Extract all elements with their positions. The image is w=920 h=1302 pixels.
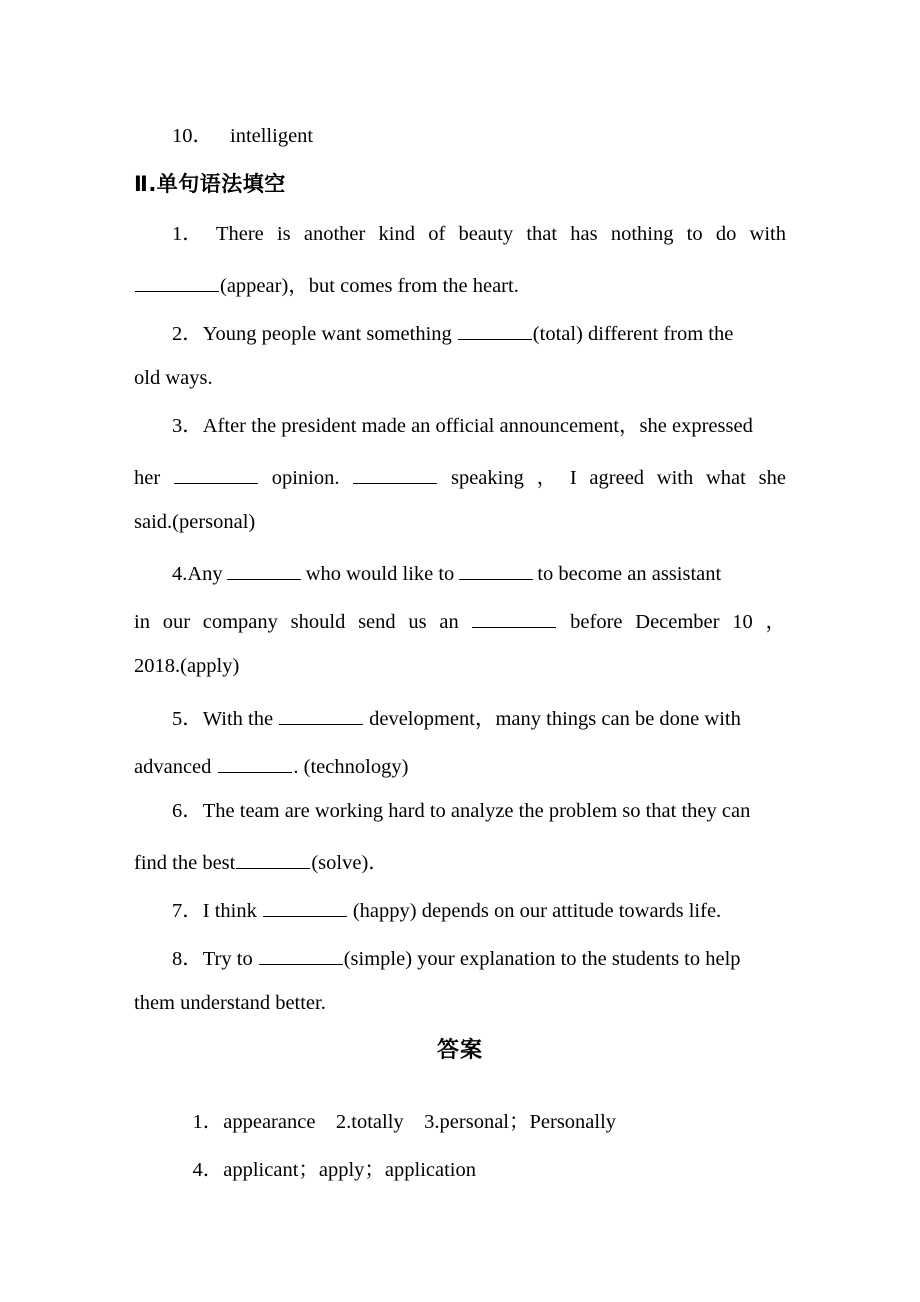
question-6-text-a: find the best: [134, 851, 236, 874]
question-4-number: 4.: [172, 562, 188, 585]
answer-blank-3-1[interactable]: [174, 464, 258, 484]
question-4-line-2: [134, 608, 786, 632]
question-3-line-2: [134, 464, 786, 488]
question-6-line-1: [134, 801, 786, 822]
question-8-number: 8．: [172, 947, 203, 970]
vocab-item-10-word: intelligent: [230, 125, 314, 147]
question-3-line-1-text: After the president made an official announcement，she expressed: [202, 415, 753, 437]
question-4-text-b: who would like to: [305, 562, 455, 585]
question-2-text-after: (total) different from the: [532, 322, 734, 345]
question-8-text-a: Try to: [202, 947, 253, 970]
word: another: [303, 223, 366, 245]
word: is: [276, 223, 291, 245]
answer-blank-5-1[interactable]: [279, 705, 363, 725]
question-3-word-her: her: [134, 466, 161, 489]
word: our: [162, 610, 191, 633]
question-5-text-a: With the: [202, 707, 274, 730]
word: December: [635, 610, 720, 633]
question-1-line-2: [134, 272, 786, 296]
word: what: [706, 466, 746, 489]
question-7-line-1: [134, 897, 786, 921]
word: she: [758, 466, 786, 489]
question-4-line-1: [134, 560, 786, 584]
question-7-text-a: I think: [202, 899, 257, 922]
question-5-text-b: development，many things can be done with: [369, 707, 741, 730]
word: There: [215, 223, 264, 245]
question-3-number: 3．: [172, 415, 203, 437]
question-3-word-opinion: opinion.: [271, 466, 340, 489]
word: has: [570, 223, 598, 245]
question-2-line-2: old ways.: [134, 367, 213, 389]
answer-blank-4-2[interactable]: [459, 560, 533, 580]
word: that: [526, 223, 558, 245]
word: us: [408, 610, 427, 633]
word: with: [749, 223, 786, 245]
vocab-item-10-number: 10．: [172, 125, 213, 147]
word: company: [202, 610, 278, 633]
answer-blank-5-2[interactable]: [218, 753, 292, 773]
question-8-line-2: them understand better.: [134, 992, 326, 1014]
question-5-word-advanced: advanced: [134, 755, 212, 778]
answer-blank-4-3[interactable]: [472, 608, 556, 628]
question-3-line-3: said.(personal): [134, 511, 256, 533]
question-4-word-any: Any: [187, 562, 223, 585]
answer-line-1-text: 1．appearance 2.totally 3.personal；Personally: [192, 1110, 617, 1133]
word: 10: [732, 610, 753, 633]
question-5-number: 5．: [172, 707, 203, 730]
question-1-line-1: [134, 224, 786, 245]
answer-blank-2-1[interactable]: [458, 320, 532, 340]
answer-blank-6-1[interactable]: [236, 849, 310, 869]
word: should: [290, 610, 346, 633]
document-page: [134, 0, 786, 1302]
vocab-item-10: [134, 126, 786, 147]
question-6-number: 6．: [172, 800, 203, 822]
question-2-text-before: Young people want something: [202, 322, 452, 345]
question-8-text-b: (simple) your explanation to the students to help: [343, 947, 741, 970]
comma: ，: [765, 610, 786, 633]
word: ，: [536, 466, 558, 489]
question-5-line-2: [134, 753, 786, 777]
question-4-line-3: 2018.(apply): [134, 655, 240, 677]
word: to: [686, 223, 703, 245]
question-7-number: 7．: [172, 899, 203, 922]
question-2-line-1: [134, 320, 786, 344]
word: kind: [378, 223, 415, 245]
question-6-line-1-text: The team are working hard to analyze the problem so that they can: [202, 800, 751, 822]
answer-blank-8-1[interactable]: [259, 945, 343, 965]
word: of: [428, 223, 446, 245]
answer-line-2-text: 4．applicant；apply；application: [192, 1158, 477, 1181]
question-3-line-1: [134, 416, 786, 437]
word: beauty: [458, 223, 514, 245]
question-8-line-1: [134, 945, 786, 969]
word: I: [569, 466, 577, 489]
word: speaking: [450, 466, 524, 489]
answer-blank-4-1[interactable]: [227, 560, 301, 580]
answers-heading: 答案: [436, 1038, 483, 1063]
word: with: [656, 466, 694, 489]
question-1-number-group: [134, 224, 203, 245]
question-1-line-2-text: (appear)，but comes from the heart.: [220, 274, 519, 297]
question-5-line-1: [134, 705, 786, 729]
answer-blank-1-1[interactable]: [135, 272, 219, 292]
question-4-text-c: to become an assistant: [537, 562, 722, 585]
word: nothing: [610, 223, 674, 245]
section-heading: Ⅱ.单句语法填空: [134, 172, 286, 196]
word: before: [570, 610, 623, 633]
word: in: [134, 610, 150, 633]
answer-blank-3-2[interactable]: [353, 464, 437, 484]
word: do: [715, 223, 737, 245]
question-2-number: 2．: [172, 322, 203, 345]
word: send: [358, 610, 396, 633]
question-7-text-b: (happy) depends on our attitude towards life.: [352, 899, 722, 922]
question-1-number: 1．: [172, 223, 203, 245]
question-5-text-tail: . (technology): [293, 755, 409, 778]
question-6-line-2: [134, 849, 786, 873]
answer-line-2: [134, 1139, 476, 1201]
word: agreed: [589, 466, 645, 489]
question-6-text-b: (solve)．: [311, 851, 389, 874]
word: an: [439, 610, 459, 633]
answer-blank-7-1[interactable]: [263, 897, 347, 917]
